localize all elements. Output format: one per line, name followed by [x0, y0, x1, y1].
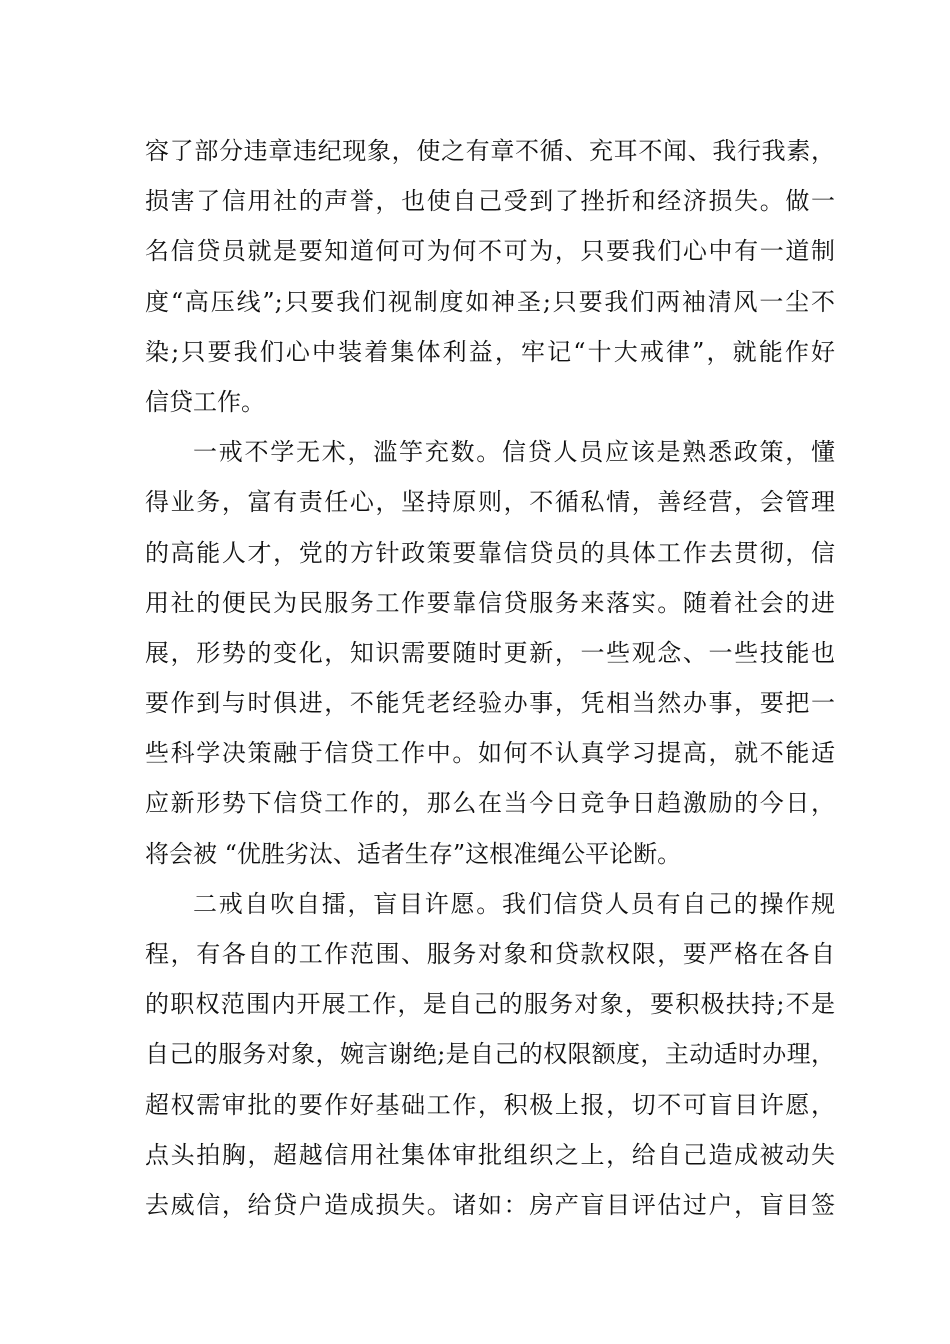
text-line: 些科学决策融于信贷工作中。如何不认真学习提高，就不能适 — [145, 739, 835, 768]
text-line: 染;只要我们心中装着集体利益，牢记“十大戒律”，就能作好 — [145, 337, 835, 366]
text-line: 用社的便民为民服务工作要靠信贷服务来落实。随着社会的进 — [145, 588, 835, 617]
text-line: 超权需审批的要作好基础工作，积极上报，切不可盲目许愿， — [145, 1090, 835, 1119]
paragraph-first-line: 一戒不学无术，滥竽充数。信贷人员应该是熟悉政策，懂 — [193, 438, 835, 467]
text-line: 展，形势的变化，知识需要随时更新，一些观念、一些技能也 — [145, 638, 835, 667]
text-line: 应新形势下信贷工作的，那么在当今日竞争日趋激励的今日， — [145, 789, 835, 818]
paragraph-first-line: 二戒自吹自擂，盲目许愿。我们信贷人员有自己的操作规 — [193, 889, 835, 918]
text-line: 损害了信用社的声誉，也使自己受到了挫折和经济损失。做一 — [145, 187, 835, 216]
text-line: 程，有各自的工作范围、服务对象和贷款权限，要严格在各自 — [145, 940, 835, 968]
text-line: 名信贷员就是要知道何可为何不可为，只要我们心中有一道制 — [145, 237, 835, 266]
text-line: 得业务，富有责任心，坚持原则，不循私情，善经营，会管理 — [145, 488, 835, 517]
text-line: 自己的服务对象，婉言谢绝;是自己的权限额度，主动适时办理， — [145, 1040, 835, 1069]
text-line: 去威信，给贷户造成损失。诸如：房产盲目评估过户，盲目签 — [145, 1190, 835, 1219]
text-line: 的职权范围内开展工作，是自己的服务对象，要积极扶持;不是 — [145, 990, 835, 1019]
text-line: 将会被 “优胜劣汰、适者生存”这根准绳公平论断。 — [145, 839, 682, 868]
text-line: 点头拍胸，超越信用社集体审批组织之上，给自己造成被动失 — [145, 1140, 835, 1169]
text-line: 信贷工作。 — [145, 387, 265, 416]
text-line: 要作到与时俱进，不能凭老经验办事，凭相当然办事，要把一 — [145, 689, 835, 718]
text-line: 度“高压线”;只要我们视制度如神圣;只要我们两袖清风一尘不 — [145, 287, 835, 316]
text-line: 容了部分违章违纪现象，使之有章不循、充耳不闻、我行我素， — [145, 137, 835, 165]
body-text — [145, 126, 835, 1230]
text-line: 的高能人才，党的方针政策要靠信贷员的具体工作去贯彻，信 — [145, 538, 835, 567]
